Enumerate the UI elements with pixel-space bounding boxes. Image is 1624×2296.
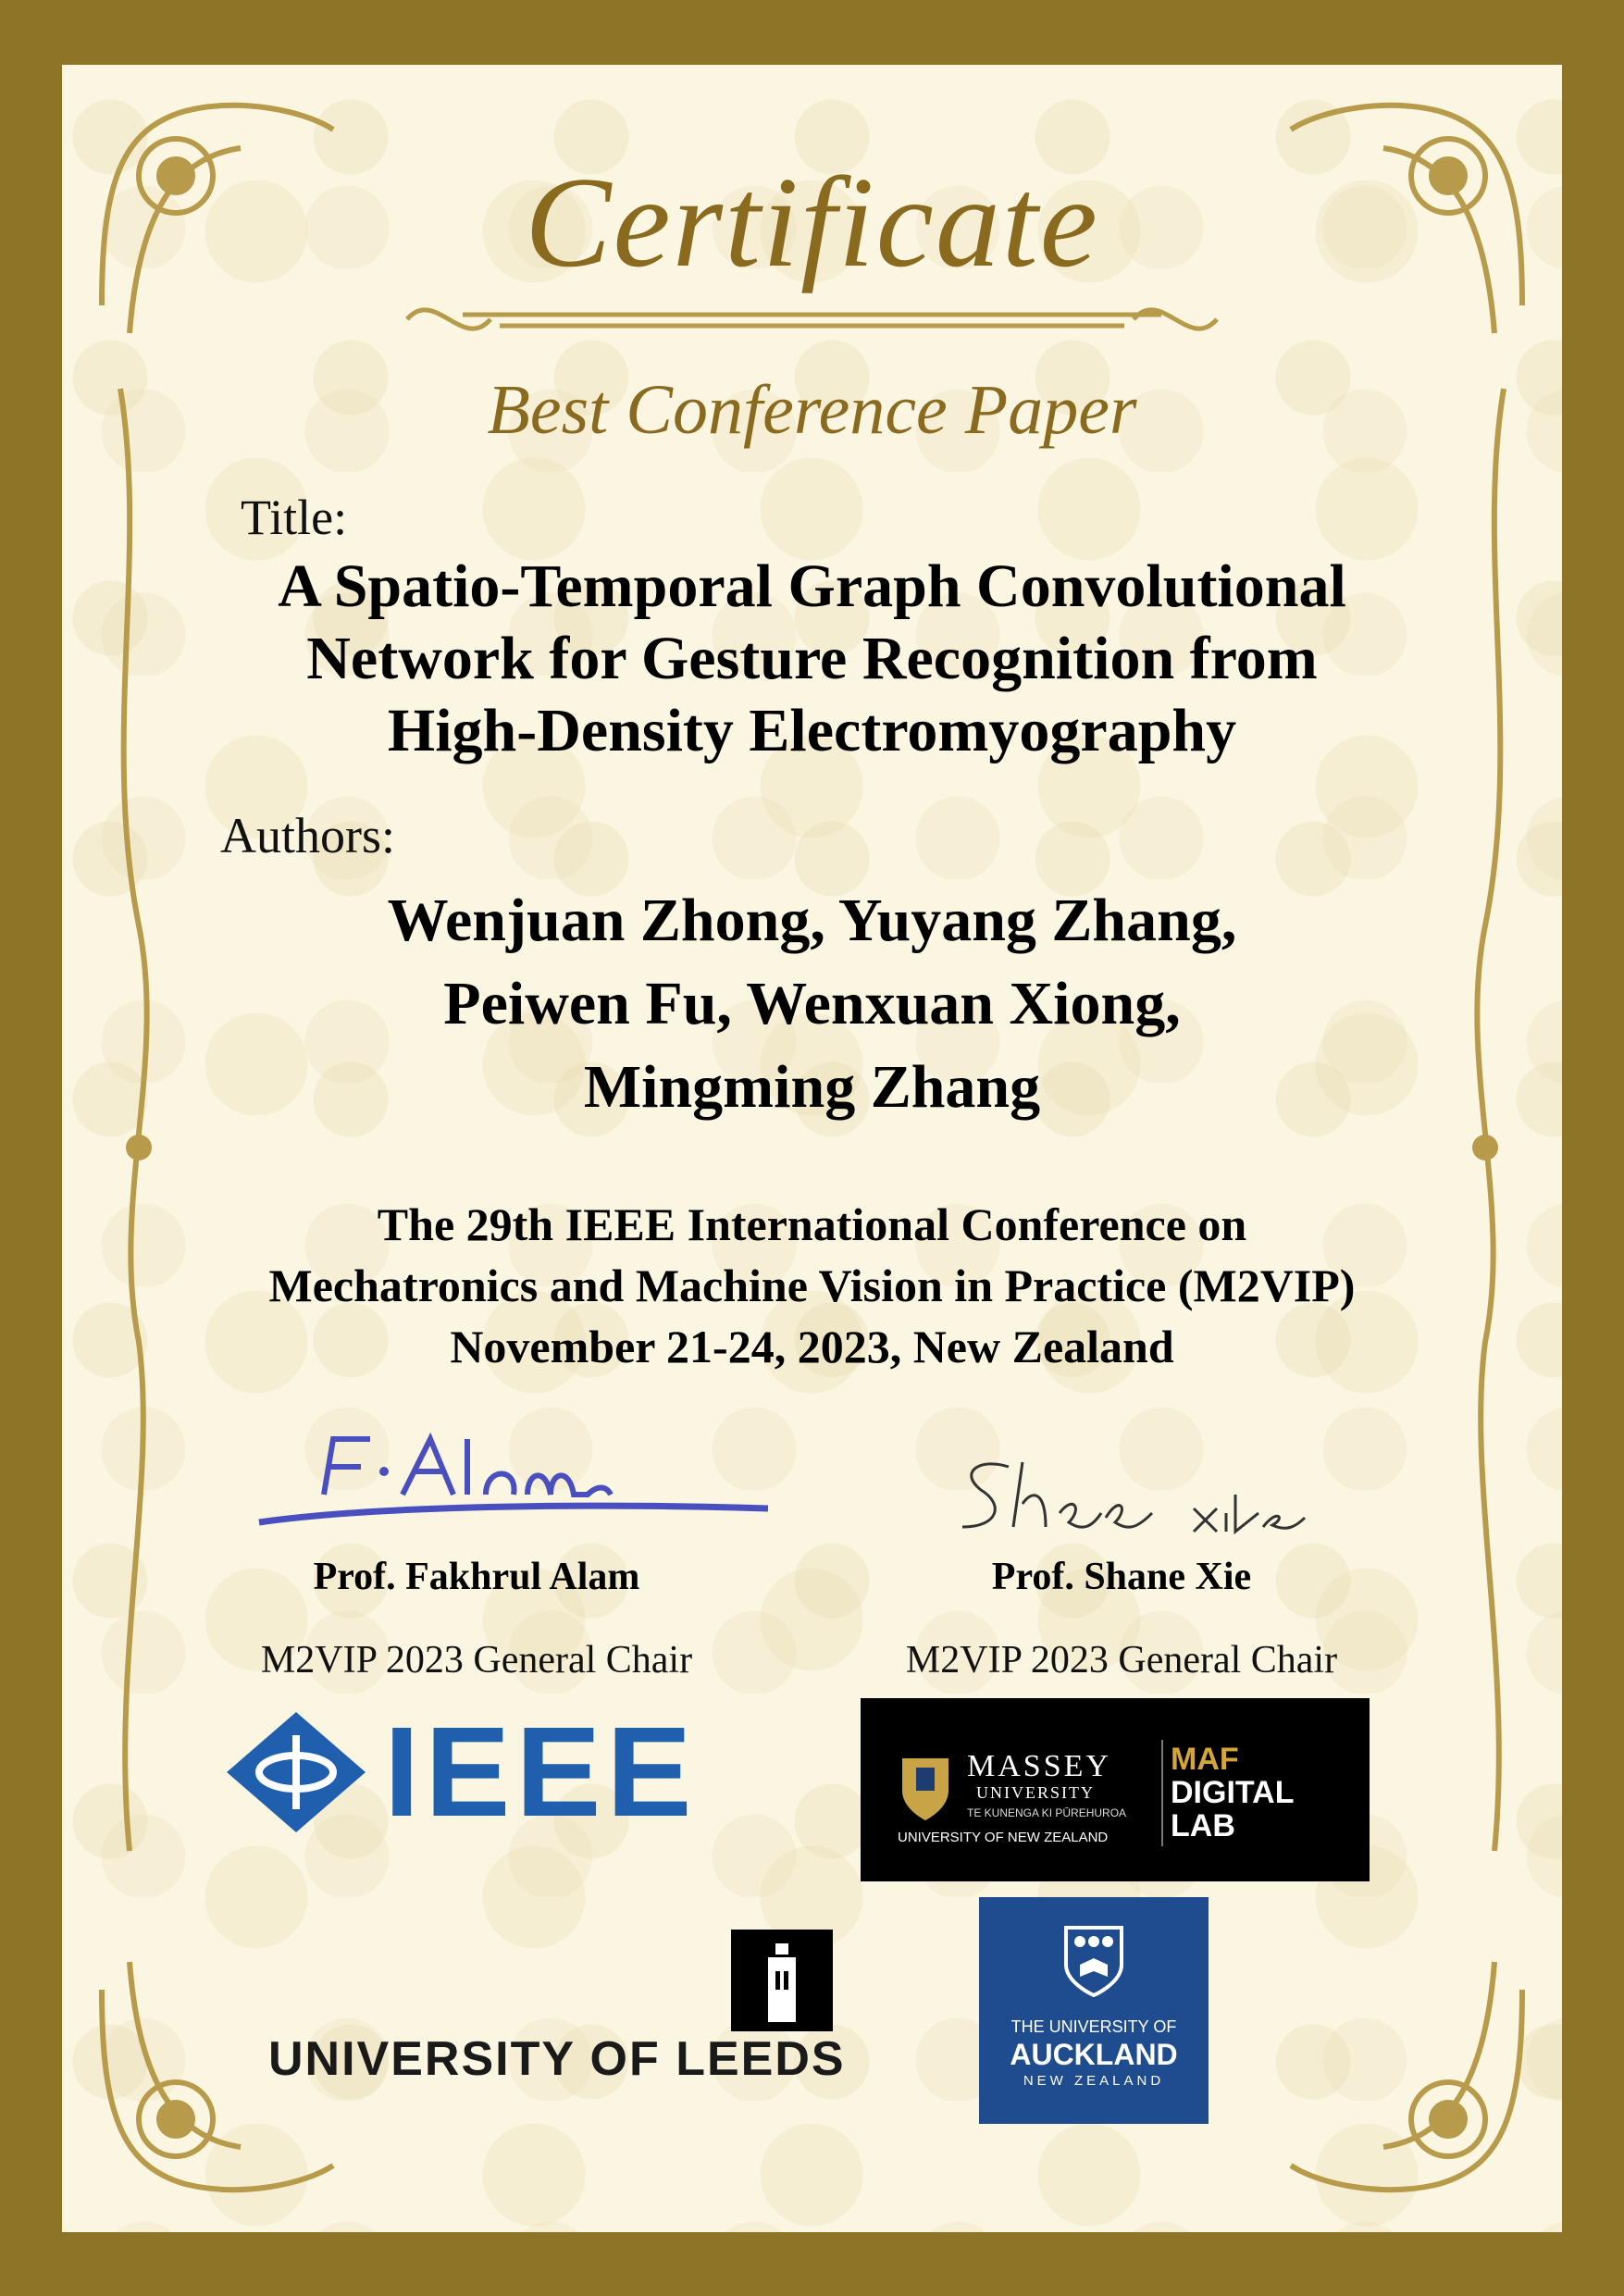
signatory-name: Prof. Fakhrul Alam — [313, 1556, 640, 1598]
massey-name: MASSEY — [967, 1749, 1111, 1783]
leeds-tower-icon — [731, 1930, 833, 2031]
authors-line: Mingming Zhang — [583, 1053, 1041, 1121]
auckland-line3: NEW ZEALAND — [1023, 2073, 1165, 2089]
paper-title-line: A Spatio-Temporal Graph Convolutional — [278, 552, 1346, 620]
paper-title-line: Network for Gesture Recognition from — [306, 625, 1318, 692]
paper-title-line: High-Density Electromyography — [387, 697, 1237, 764]
massey-maf-logo — [861, 1698, 1370, 1881]
auckland-line2: AUCKLAND — [1010, 2038, 1178, 2071]
auckland-crest-icon — [1061, 1923, 1126, 1997]
signatory-name: Prof. Shane Xie — [991, 1556, 1252, 1598]
massey-sub: UNIVERSITY — [976, 1783, 1095, 1802]
authors-list — [130, 879, 1494, 1129]
ieee-wordmark: IEEE — [384, 1701, 698, 1843]
paper-title — [130, 551, 1494, 767]
signature-alam — [250, 1430, 787, 1541]
leeds-wordmark: UNIVERSITY OF LEEDS — [268, 2032, 846, 2086]
conference-line: The 29th IEEE International Conference on — [377, 1198, 1247, 1250]
award-title: Best Conference Paper — [487, 371, 1137, 449]
conference-info — [93, 1194, 1531, 1377]
conference-line: Mechatronics and Machine Vision in Practice (M2VIP) — [268, 1260, 1356, 1311]
massey-crest-icon — [898, 1754, 953, 1823]
maf-line2: DIGITAL — [1171, 1775, 1295, 1810]
massey-maori: TE KUNENGA KI PŪREHUROA — [967, 1806, 1127, 1819]
signature-xie — [944, 1444, 1314, 1545]
massey-country: UNIVERSITY OF NEW ZEALAND — [898, 1830, 1109, 1845]
maf-line1: MAF — [1171, 1742, 1239, 1777]
certificate-heading: Certificate — [525, 151, 1099, 294]
authors-line: Wenjuan Zhong, Yuyang Zhang, — [387, 887, 1237, 954]
title-label: Title: — [241, 490, 348, 545]
authors-line: Peiwen Fu, Wenxuan Xiong, — [443, 970, 1181, 1037]
auckland-line1: THE UNIVERSITY OF — [1010, 2017, 1177, 2036]
maf-line3: LAB — [1171, 1808, 1235, 1843]
ieee-logo — [222, 1701, 754, 1843]
signatory-role: M2VIP 2023 General Chair — [905, 1639, 1338, 1682]
signatory-role: M2VIP 2023 General Chair — [260, 1639, 693, 1682]
auckland-logo — [979, 1897, 1209, 2124]
conference-line: November 21-24, 2023, New Zealand — [450, 1321, 1174, 1372]
ieee-diamond-icon — [222, 1707, 370, 1837]
leeds-logo — [268, 1930, 847, 2096]
authors-label: Authors: — [220, 808, 395, 863]
